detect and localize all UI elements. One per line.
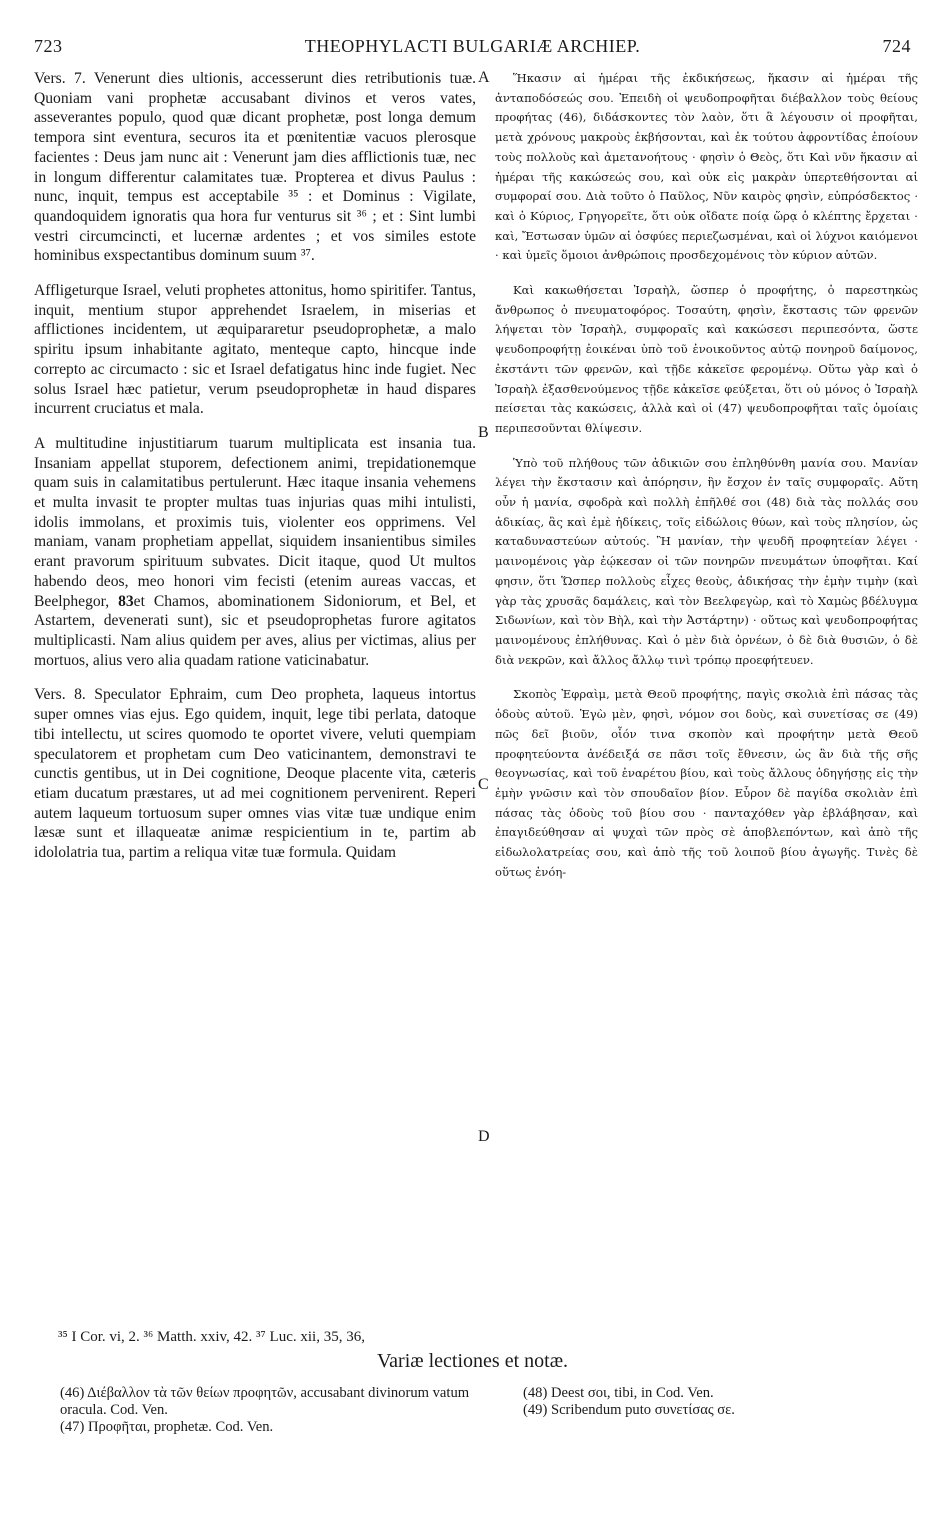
variant-note-46: (46) Διέβαλλον τὰ τῶν θείων προφητῶν, accusabant divinorum vatum oracula. Cod. Ven. bbox=[60, 1385, 470, 1418]
latin-paragraph: Affligeturque Israel, veluti prophetes attonitus, homo spiritifer. Tantus, inquit, mentium stupor apprehendet Israelem, in miserias et afflictiones incidentem, ut æquipararetur pseudoprophetæ, a malo spiritu ipsum inhabitante agitato, menteque capto, hincque inde correpto ac circumacto : sic et Israel defatigatus hinc inde fugiet. Nec solus Israel hæc patietur, verum pseudoprophetæ in haud dispares incurrent cruciatus et mala. bbox=[34, 282, 476, 418]
margin-letter-a: A bbox=[478, 69, 490, 86]
greek-paragraph: Σκοπὸς Ἐφραὶμ, μετὰ Θεοῦ προφήτης, παγὶς σκολιὰ ἐπὶ πάσας τὰς ὁδοὺς αὐτοῦ. Ἐγὼ μὲν, φησὶ, νόμον σοι δοὺς, καὶ συνετίσας σε (49) πῶς δεῖ βιοῦν, οἷόν τινα σκοπὸν καὶ προφήτην μετὰ Θεοῦ προφητεύοντα ἀνέδειξά σε πᾶσι τοῖς ἔθνεσιν, ὡς ἂν διὰ τῆς σῆς θεογνωσίας, καὶ τοῦ ἐναρέτου βίου, καὶ τοὺς ἄλλους ὁδηγήσῃς εἰς τὴν ἐμὴν γνῶσιν καὶ τὸν σπουδαῖον βίον. Εὗρον δὲ παγίδα σκολιὰν ἐπὶ πάσας τὰς ὁδοὺς τοῦ βίου σου · πανταχόθεν γὰρ ἐβλάβησαν, καὶ ἐπαγιδεύθησαν αἱ ψυχαὶ τῶν πρὸς σὲ ἀποβλεπόντων, καὶ ἀπὸ τῆς εἰδωλολατρείας σου, καὶ ἀπὸ τῆς τοῦ λοιποῦ βίου ἀγωγῆς. Τινὲς δὲ οὕτως ἐνόη- bbox=[495, 687, 918, 879]
greek-column bbox=[495, 69, 918, 1317]
greek-paragraph: Καὶ κακωθήσεται Ἰσραὴλ, ὥσπερ ὁ προφήτης, ὁ παρεστηκὼς ἄνθρωπος ὁ πνευματοφόρος. Τοσαύτη, φησὶν, ἔκστασις τῶν φρενῶν λήψεται τὸν Ἰσραὴλ, συμφοραῖς καὶ κακώσεσι περιπεσόντα, ὥστε ψευδοπροφήτῃ ἐοικέναι ὑπὸ τοῦ ἐνοικοῦντος αὐτῷ πονηροῦ δαίμονος, ἐκστάντι τῶν φρενῶν, καὶ τῇδε κἀκεῖσε φερομένῳ. Οὕτω γὰρ καὶ ὁ Ἰσραὴλ ἐξασθενούμενος τῇδε κἀκεῖσε φεύξεται, ὅτι οὐ μόνος ὁ Ἰσραὴλ πείσεται τὰς κακώσεις, ἀλλὰ καὶ οἱ (47) ψευδοπροφῆται ταῖς ὁμοίαις περιπεσοῦνται θλίψεσιν. bbox=[495, 283, 918, 435]
latin-paragraph: Vers. 7. Venerunt dies ultionis, accesserunt dies retributionis tuæ. Quoniam vani prophetæ accusabant divinos et veros vates, asseverantes populo, quod quæ dicant prophetæ, post longa demum tempora sint eventura, securos ita et pœnitentiæ vacuos plerosque facientes : Deus jam nunc ait : Venerunt jam dies afflictionis tuæ, nec in longum differentur calamitates tuæ. Propterea et divus Paulus : nunc, inquit, tempus est acceptabile ³⁵ : et Dominus : Vigilate, quandoquidem ignoratis qua hora fur venturus sit ³⁶ ; et : Sint lumbi vestri circumcincti, et lucernæ ardentes ; et vos similes estote hominibus exspectantibus dominum suum ³⁷. bbox=[34, 70, 476, 265]
running-header bbox=[34, 36, 911, 58]
column-number: 83 bbox=[118, 592, 134, 610]
latin-text: A multitudine injustitiarum tuarum multiplicata est insania tua. Insaniam appellat stuporem, defectionem animi, trepidationemque quam suis in calamitatibus pertulerunt. Hæc itaque insania vehemens et multa invasit te propter multas tuas injurias quas mihi intulisti, idolis immolans, et proximis tuis, violenter eos opprimens. Vel maniam, vanam prophetiam appellat, siquidem insanientibus similes erant pravorum spirituum subvates. Dicit itaque, quod Ut multos habendo deos, meo honori vim fecisti (etenim aureas vaccas, et Beelphegor, bbox=[34, 434, 476, 610]
latin-text: et Chamos, abominationem Sidoniorum, et Bel, et Astartem, devenerati sunt), sic et pseudoprophetas furore agitatos multiplicasti. Nam alius quidem per aves, alius per victimas, alius per mortuos, alius vero alia quadam ratione vaticinabatur. bbox=[34, 592, 476, 669]
variant-note-48: (48) Deest σοι, tibi, in Cod. Ven. bbox=[523, 1385, 714, 1401]
variae-title: Variæ lectiones et notæ. bbox=[376, 1350, 569, 1372]
variant-note-49: (49) Scribendum puto συνετίσας σε. bbox=[523, 1402, 735, 1418]
latin-paragraph bbox=[34, 434, 476, 670]
variae-left bbox=[60, 1385, 478, 1436]
variae-right bbox=[523, 1385, 903, 1419]
margin-letter-c: C bbox=[478, 776, 489, 793]
page-number-right: 724 bbox=[882, 36, 911, 56]
margin-letter-b: B bbox=[478, 424, 489, 441]
latin-column bbox=[34, 69, 476, 1317]
variant-note-47: (47) Προφῆται, prophetæ. Cod. Ven. bbox=[60, 1419, 274, 1435]
scripture-footnotes: ³⁵ I Cor. vi, 2. ³⁶ Matth. xxiv, 42. ³⁷ Luc. xii, 35, 36, bbox=[58, 1329, 365, 1345]
margin-letter-d: D bbox=[478, 1128, 490, 1145]
greek-paragraph: Ἥκασιν αἱ ἡμέραι τῆς ἐκδικήσεως, ἥκασιν αἱ ἡμέραι τῆς ἀνταποδόσεώς σου. Ἐπειδὴ οἱ ψευδοπροφῆται διέβαλλον τοὺς θείους προφήτας (46), διδάσκοντες τὸν λαὸν, ὅτι ἃ λέγουσιν οἱ προφῆται, μετὰ χρόνους μακροὺς ἐκβήσονται, καὶ ἐκ τούτου ἀφροντίδας ἐποίουν τοὺς πολλοὺς καὶ ἀμετανοήτους · φησὶν ὁ Θεὸς, ὅτι Καὶ νῦν ἥκασιν αἱ ἡμέραι τῆς κακώσεώς σου, καὶ οὐκ εἰς μακρὰν ὑπερτεθήσονται αἱ συμφοραί σου. Διὰ τοῦτο ὁ Παῦλος, Νῦν καιρὸς φησὶν, εὐπρόσδεκτος · καὶ ὁ Κύριος, Γρηγορεῖτε, ὅτι οὐκ οἴδατε ποίᾳ ὥρᾳ ὁ κλέπτης ἔρχεται · καὶ, Ἔστωσαν ὑμῶν αἱ ὀσφύες περιεζωσμέναι, καὶ οἱ λύχνοι καιόμενοι · καὶ ὑμεῖς ὅμοιοι ἀνθρώποις προσδεχομένοις τὸν κύριον αὐτῶν. bbox=[495, 71, 918, 263]
latin-paragraph: Vers. 8. Speculator Ephraim, cum Deo propheta, laqueus intortus super omnes vias ejus. Ego quidem, inquit, lege tibi perlata, datoque tibi intellectu, ut scires quomodo te oportet vivere, veluti quempiam speculatorem et prophetam cum Deo vaticinantem, demonstravi te cunctis gentibus, ut in Dei cognitione, Deoque placente vita, cæteris etiam ducatum præstares, ut ad mei cognitionem pervenirent. Reperi autem laqueum tortuosum super omnes vias vitæ tuæ undique enim læsæ sunt et illaqueatæ animæ respicientium in te, partim ab idololatria tua, partim a reliqua vitæ tuæ formula. Quidam bbox=[34, 686, 476, 862]
running-title: THEOPHYLACTI BULGARIÆ ARCHIEP. bbox=[304, 36, 641, 56]
page-number-left: 723 bbox=[34, 36, 63, 56]
greek-paragraph: Ὑπὸ τοῦ πλήθους τῶν ἀδικιῶν σου ἐπληθύνθη μανία σου. Μανίαν λέγει τὴν ἔκστασιν καὶ ἀπόρησιν, ἣν ἔσχον ἐν ταῖς συμφοραῖς. Αὕτη οὖν ἡ μανία, σφοδρὰ καὶ πολλὴ ἐπῆλθέ σοι (48) διὰ τὰς πολλάς σου ἀδικίας, ἃς καὶ ἐμὲ ἠδίκεις, τοῖς εἰδώλοις θύων, καὶ τοὺς πλησίον, ὡς καταδυναστεύων αὐτούς. Ἢ μανίαν, τὴν ψευδῆ προφητείαν λέγει · μαινομένοις γὰρ ἐῴκεσαν οἱ τῶν πονηρῶν πνευμάτων ὑποφῆται. Καί φησιν, ὅτι Ὥσπερ πολλοὺς εἶχες θεοὺς, ἀδικήσας τὴν ἐμὴν τιμὴν (καὶ γὰρ τὰς χρυσᾶς δαμάλεις, καὶ τὸν Βεελφεγὼρ, καὶ τὸ Χαμὼς βδέλυγμα Σιδωνίων, καὶ τὸν Βὴλ, καὶ τὴν Ἀστάρτην) · οὕτως καὶ ψευδοπροφήτας μαινομένους ἐπλήθυνας. Καὶ ὁ μὲν διὰ ὀρνέων, ὁ δὲ διὰ θυσιῶν, ὁ δὲ διὰ νεκρῶν, καὶ ἄλλος ἄλλῳ τινὶ τρόπῳ προεφήτευεν. bbox=[495, 455, 918, 667]
